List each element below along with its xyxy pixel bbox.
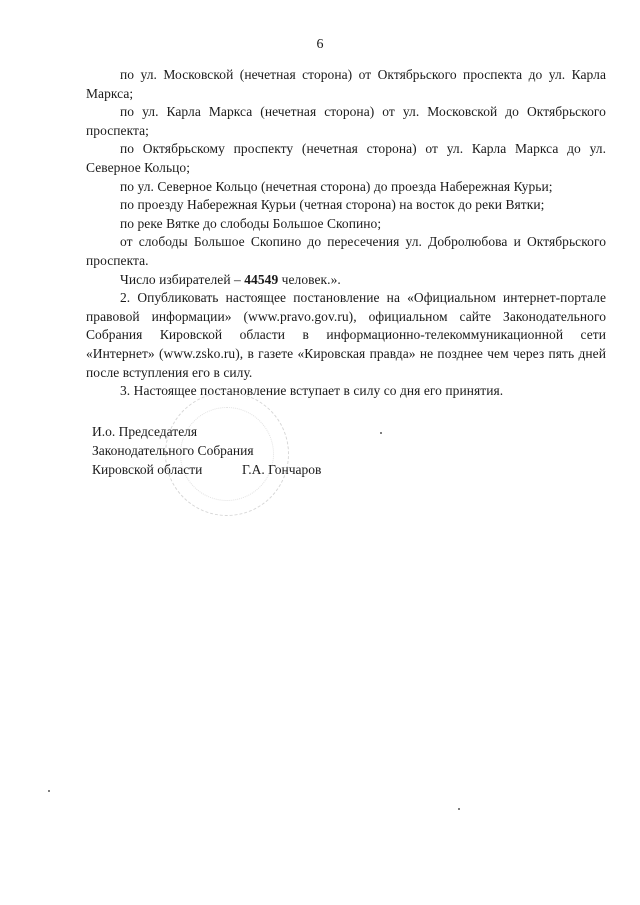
voters-count: 44549 (244, 271, 279, 287)
boundary-paragraph-1: по ул. Московской (нечетная сторона) от Октябрьского проспекта до ул. Карла Маркса; (86, 67, 606, 101)
signatory-title-line-3: Кировской области (92, 462, 203, 477)
scan-speck (48, 790, 50, 792)
scan-speck (458, 808, 460, 810)
scan-speck (380, 432, 382, 434)
boundary-paragraph-3: по Октябрьскому проспекту (нечетная сторона) от ул. Карла Маркса до ул. Северное Кольцо; (86, 141, 606, 175)
document-body (86, 66, 606, 401)
boundary-paragraph-6: по реке Вятке до слободы Большое Скопино; (120, 215, 382, 231)
page-number: 6 (316, 37, 324, 52)
voters-suffix: человек.». (278, 271, 341, 287)
boundary-paragraph-4: по ул. Северное Кольцо (нечетная сторона) до проезда Набережная Курьи; (120, 178, 553, 194)
voters-count-line (86, 271, 606, 290)
signatory-title-line-1: И.о. Председателя (92, 424, 198, 439)
boundary-paragraph-2: по ул. Карла Маркса (нечетная сторона) от ул. Московской до Октябрьского проспекта; (86, 104, 606, 138)
clause-3: 3. Настоящее постановление вступает в силу со дня его принятия. (120, 383, 504, 399)
signature-block (92, 422, 422, 479)
signatory-name: Г.А. Гончаров (242, 462, 322, 477)
signatory-title-line-2: Законодательного Собрания (92, 443, 254, 458)
voters-prefix: Число избирателей – (120, 271, 245, 287)
boundary-paragraph-7: от слободы Большое Скопино до пересечения ул. Добролюбова и Октябрьского проспекта. (86, 234, 606, 268)
boundary-paragraph-5: по проезду Набережная Курьи (четная сторона) на восток до реки Вятки; (120, 197, 545, 213)
clause-2: 2. Опубликовать настоящее постановление на «Официальном интернет-портале правовой информации» (www.pravo.gov.ru), официальном сайте Законодательного Собрания Кировской области в информационно-телекоммуникационной сети «Интернет» (www.zsko.ru), в газете «Кировская правда» не позднее чем через пять дней после вступления его в силу. (86, 290, 606, 380)
